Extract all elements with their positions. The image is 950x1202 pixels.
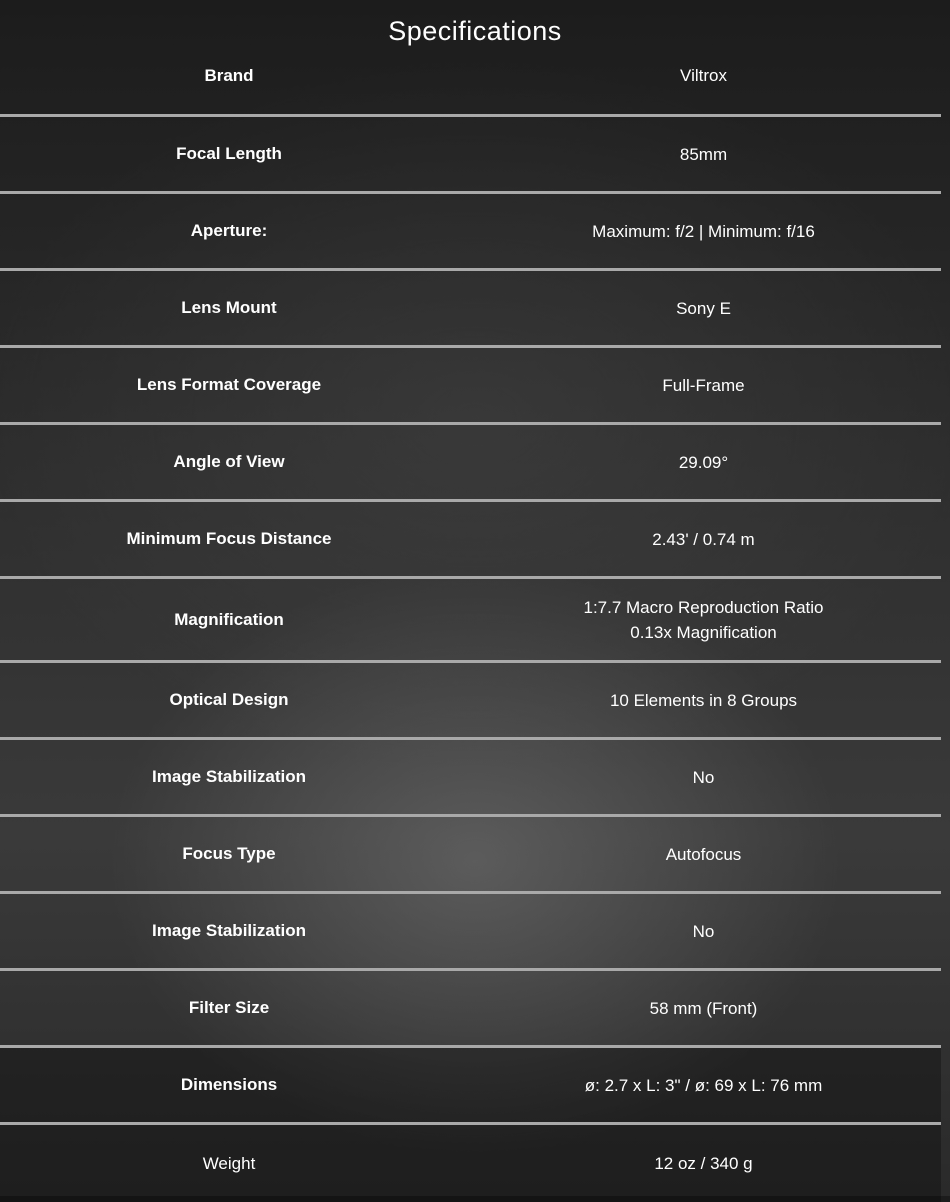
spec-value: No: [692, 767, 715, 787]
spec-value: Full-Frame: [662, 375, 745, 395]
spec-row-lens-mount: [0, 271, 941, 348]
spec-label: Aperture:: [190, 221, 268, 240]
spec-row-angle-of-view: [0, 425, 941, 502]
spec-value: 29.09°: [678, 452, 729, 472]
spec-label: Focal Length: [176, 144, 282, 163]
spec-label: Image Stabilization: [152, 767, 306, 786]
spec-row-minimum-focus-distance: [0, 502, 941, 579]
spec-label: Minimum Focus Distance: [126, 529, 332, 548]
spec-label: Optical Design: [169, 690, 289, 709]
spec-value: 10 Elements in 8 Groups: [609, 690, 798, 710]
specifications-table: [0, 37, 941, 1202]
spec-value-line: 1:7.7 Macro Reproduction Ratio: [583, 597, 824, 617]
spec-value: Maximum: f/2 | Minimum: f/16: [592, 221, 815, 241]
page-title: Specifications: [388, 16, 562, 46]
spec-value: No: [692, 921, 715, 941]
spec-value: 2.43' / 0.74 m: [652, 529, 755, 549]
spec-label: Magnification: [174, 609, 284, 629]
spec-label: Image Stabilization: [152, 921, 306, 940]
spec-row-filter-size: [0, 971, 941, 1048]
spec-row-dimensions: [0, 1048, 941, 1125]
spec-label: Angle of View: [173, 452, 285, 471]
spec-row-optical-design: [0, 663, 941, 740]
spec-row-magnification: [0, 579, 941, 663]
spec-value: Autofocus: [665, 844, 742, 864]
spec-label: Lens Mount: [181, 298, 277, 317]
spec-row-focus-type: [0, 817, 941, 894]
spec-value: 85mm: [679, 144, 728, 164]
spec-row-weight: [0, 1125, 941, 1202]
spec-row-image-stabilization: [0, 740, 941, 817]
spec-value: ø: 2.7 x L: 3" / ø: 69 x L: 76 mm: [584, 1075, 823, 1095]
spec-row-image-stabilization-2: [0, 894, 941, 971]
spec-row-aperture: [0, 194, 941, 271]
spec-value-line: 0.13x Magnification: [630, 622, 777, 642]
spec-label: Brand: [204, 65, 254, 85]
spec-label: Focus Type: [182, 844, 276, 863]
spec-value: 12 oz / 340 g: [654, 1154, 753, 1173]
spec-value: 58 mm (Front): [649, 998, 758, 1018]
spec-label: Lens Format Coverage: [136, 375, 322, 394]
spec-value: Viltrox: [680, 66, 727, 85]
spec-row-brand: [0, 37, 941, 117]
spec-value: [458, 595, 941, 645]
spec-value: Sony E: [676, 298, 731, 318]
spec-row-lens-format-coverage: [0, 348, 941, 425]
spec-label: Filter Size: [188, 998, 270, 1017]
spec-label: Dimensions: [180, 1075, 278, 1094]
spec-label: Weight: [202, 1153, 256, 1173]
spec-row-focal-length: [0, 117, 941, 194]
